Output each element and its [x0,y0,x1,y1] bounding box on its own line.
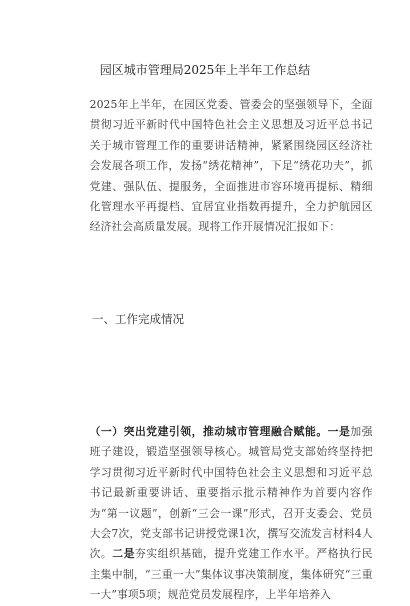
subsection-heading: （一）突出党建引领，推动城市管理融合赋能。 [89,425,328,438]
intro-paragraph: 2025年上半年，在园区党委、管委会的坚强领导下，全面贯彻习近平新时代中国特色社会主义思想及习近平总书记关于城市管理工作的重要讲话精神，紧紧围绕园区经济社会发展各项工作，发扬“绣花精神”，下足“绣花功夫”，抓党建、强队伍、提服务，全面推进市容环境再提标、精细化管理水平再提档、宜居宜业指数再提升，全力护航园区经济社会高质量发展。现将工作开展情况汇报如下： [89,98,373,234]
point2-text: 夯实组织基础，提升党建工作水平。严格执行民主集中制，“三重一大”集体议事决策制度，集体研究“三重一大”事项5项；规范党员发展程序，上半年培养入 [89,547,373,602]
point1-text: 加强班子建设，锻造坚强领导核心。城管局党支部始终坚持把学习贯彻习近平新时代中国特色社会主义思想和习近平总书记最新重要讲话、重要指示批示精神作为首要内容作为“第一议题”，创新“三会一课”形式，召开支委会、党员大会7次，党支部书记讲授党课1次，撰写交流发言材料4人次。 [89,425,373,561]
point2-label: 二是 [112,547,135,561]
section-heading: 一、工作完成情况 [92,312,184,326]
document-title: 园区城市管理局2025年上半年工作总结 [99,63,311,77]
subsection-paragraph [68,422,373,606]
point1-label: 一是 [327,425,351,438]
